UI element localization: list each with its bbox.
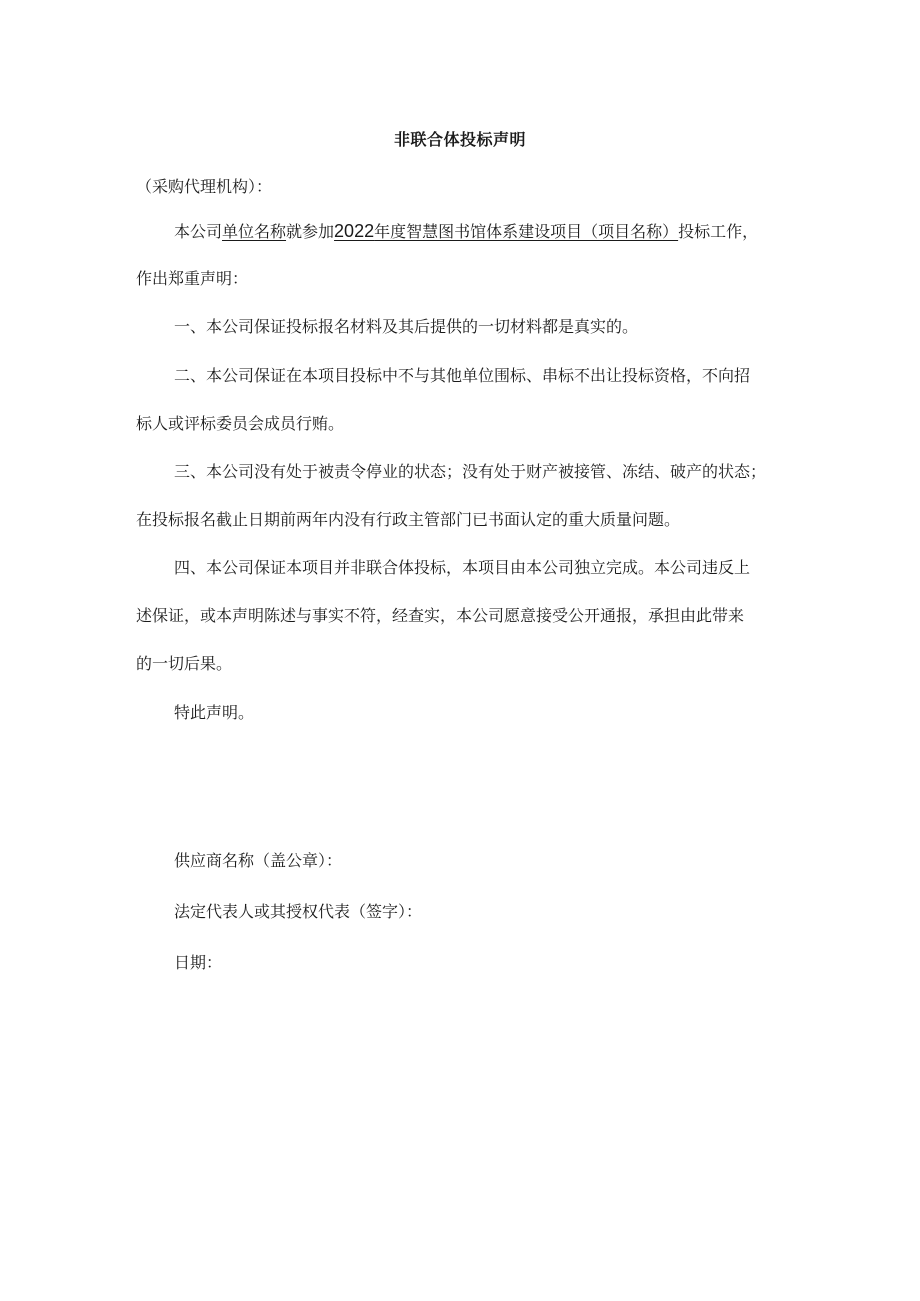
intro-line-1 [174,220,758,243]
clause-4-line-3: 的一切后果。 [136,654,233,673]
intro-line-2: 作出郑重声明： [136,269,249,288]
intro-mid: 就参加 [286,222,335,241]
intro-prefix: 本公司 [174,222,223,241]
representative-signature-label: 法定代表人或其授权代表（签字）： [174,902,423,921]
clause-4-line-2: 述保证，或本声明陈述与事实不符，经查实，本公司愿意接受公开通报，承担由此带来 [136,606,745,625]
intro-suffix: 投标工作， [678,222,759,241]
clause-3-line-1: 三、本公司没有处于被责令停业的状态；没有处于财产被接管、冻结、破产的状态； [174,462,767,481]
project-title: 年度智慧图书馆体系建设项目（项目名称） [374,222,679,241]
supplier-name-label: 供应商名称（盖公章）： [174,851,343,870]
clause-2-line-2: 标人或评标委员会成员行贿。 [136,414,345,433]
company-name-placeholder: 单位名称 [222,222,287,241]
clause-4-line-1: 四、本公司保证本项目并非联合体投标，本项目由本公司独立完成。本公司违反上 [174,558,751,577]
clause-2-line-1: 二、本公司保证在本项目投标中不与其他单位围标、串标不出让投标资格，不向招 [174,366,751,385]
clause-3-line-2: 在投标报名截止日期前两年内没有行政主管部门已书面认定的重大质量问题。 [136,510,681,529]
document-title: 非联合体投标声明 [393,130,526,149]
project-name [334,222,678,241]
date-label: 日期： [174,953,223,972]
addressee-line: （采购代理机构）： [136,177,273,196]
clause-1-line-1: 一、本公司保证投标报名材料及其后提供的一切材料都是真实的。 [174,317,639,336]
closing-statement: 特此声明。 [174,703,255,722]
project-year: 2022 [334,221,375,241]
